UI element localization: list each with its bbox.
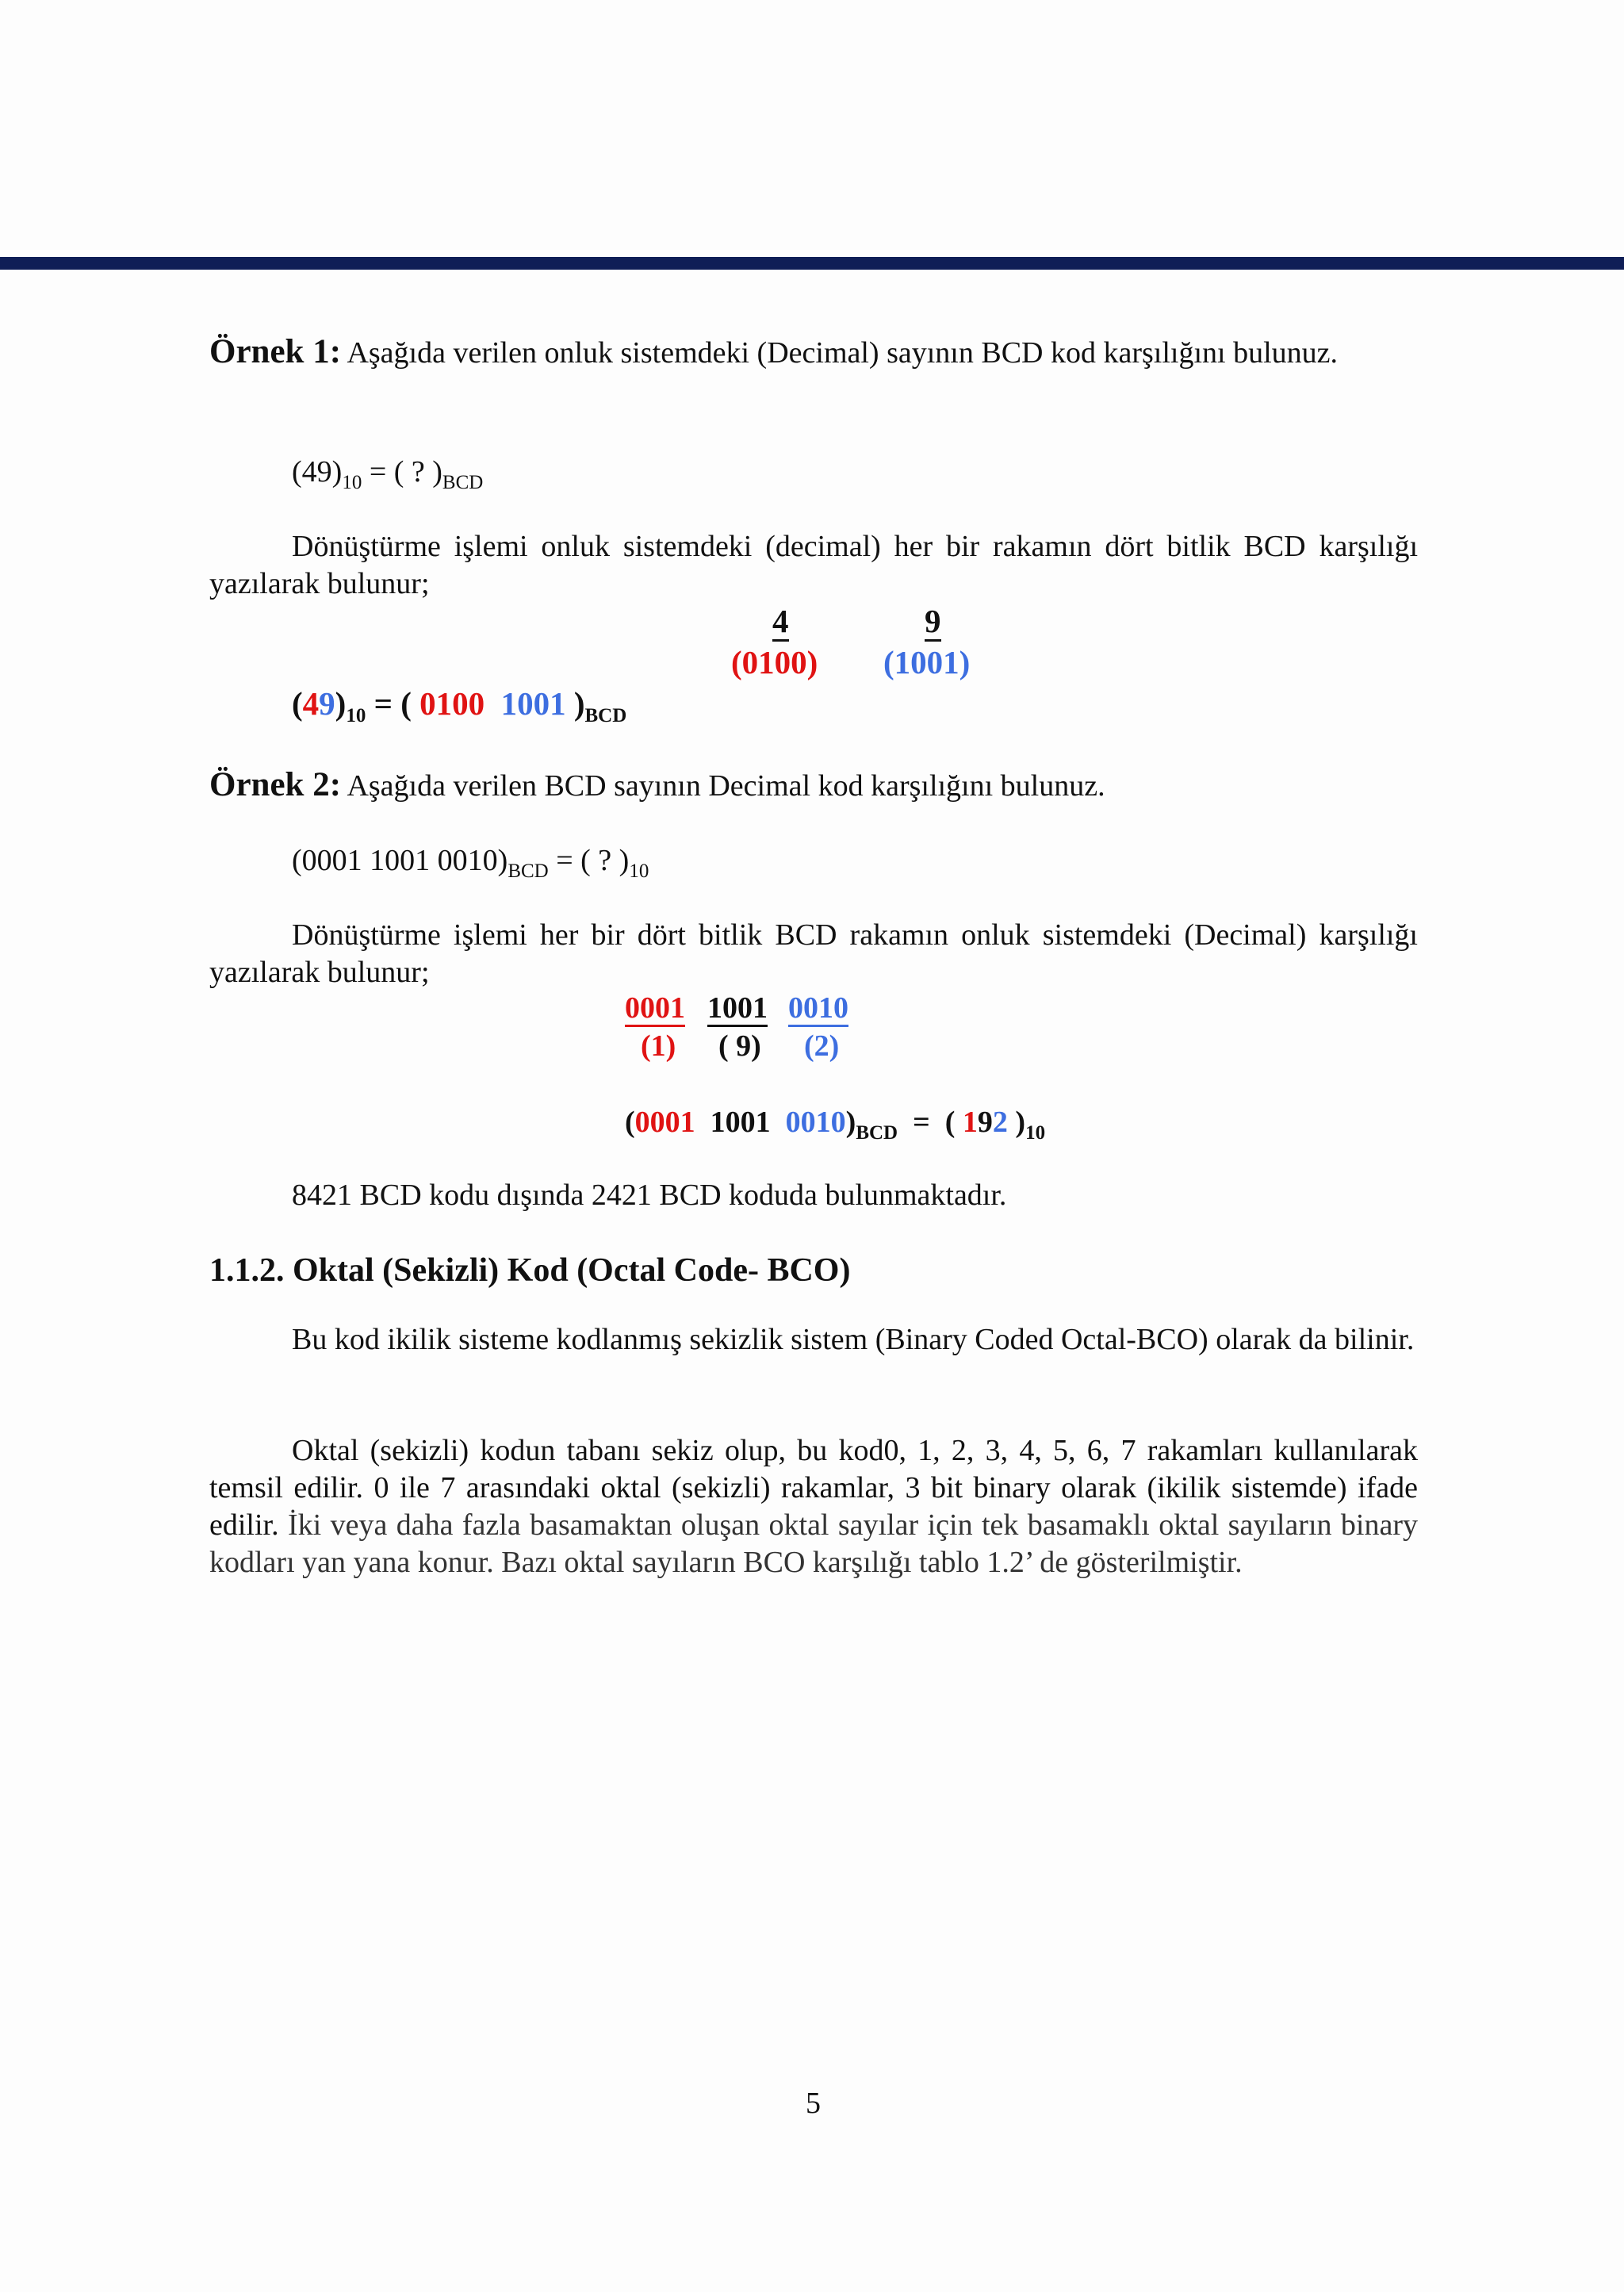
example2-question-text: Aşağıda verilen BCD sayının Decimal kod karşılığını bulunuz. — [347, 769, 1105, 803]
page-number: 5 — [806, 2087, 821, 2120]
header-rule — [0, 257, 1624, 270]
example2-group-2-code: 1001 — [707, 990, 768, 1027]
example2-label: Örnek 2: — [209, 766, 342, 803]
paragraph-2: Oktal (sekizli) kodun tabanı sekiz olup, bu kod0, 1, 2, 3, 4, 5, 6, 7 rakamları kullanılarak temsil edilir. 0 ile 7 arasındaki oktal (sekizli) rakamlar, 3 bit binary olarak (ikilik sistemde) ifade edilir. İki veya daha fazla basamaktan oluşan oktal sayılar için tek basamaklı oktal sayıların binary kodları yan yana konur. Bazı oktal sayıların BCO karşılığı tablo 1.2’ de gösterilmiştir. — [209, 1434, 1418, 1579]
example2-equation: (0001 1001 $0010)_{BCD}$ = ( ? )$_{10}$ — [292, 844, 649, 882]
example1-result: $(49)_{10}$ = ( 0100 1001 )$_{BCD}$ — [292, 685, 627, 726]
example1-question — [209, 333, 1418, 372]
example1-code-2: (1001) — [883, 644, 971, 680]
example2-group-2-digit: ( 9) — [718, 1029, 761, 1063]
example1-label: Örnek 1: — [209, 333, 342, 370]
example1-question-text: Aşağıda verilen onluk sistemdeki (Decimal) sayının BCD kod karşılığını bulunuz. — [347, 336, 1339, 370]
example2-group-1-digit: (1) — [641, 1029, 676, 1063]
example1-digit-2: 9 — [925, 601, 941, 641]
example1-code-1: (0100) — [731, 644, 818, 680]
example2-result: (0001 1001 $0010)_{BCD}$ = ( 192 )$_{10}$ — [625, 1106, 1046, 1144]
example2-question — [209, 766, 1418, 805]
section-heading: 1.1.2. Oktal (Sekizli) Kod (Octal Code- BCO) — [209, 1252, 851, 1289]
example2-explanation: Dönüştürme işlemi her bir dört bitlik BCD rakamın onluk sistemdeki (Decimal) karşılığı yazılarak bulunur; — [209, 918, 1418, 989]
example2-group-3-digit: (2) — [804, 1029, 840, 1063]
example2-group-1-code: 0001 — [625, 990, 685, 1027]
example2-group-3-code: 0010 — [788, 990, 848, 1027]
example1-equation: $(49)_{10}$ = ( ? )$_{BCD}$ — [292, 455, 484, 493]
example1-explanation: Dönüştürme işlemi onluk sistemdeki (decimal) her bir rakamın dört bitlik BCD karşılığı yazılarak bulunur; — [209, 530, 1418, 600]
example1-digit-1: 4 — [772, 601, 789, 641]
paragraph-1: Bu kod ikilik sisteme kodlanmış sekizlik sistem (Binary Coded Octal-BCO) olarak da bilinir. — [292, 1323, 1415, 1356]
bcd-note: 8421 BCD kodu dışında 2421 BCD koduda bulunmaktadır. — [292, 1179, 1007, 1212]
